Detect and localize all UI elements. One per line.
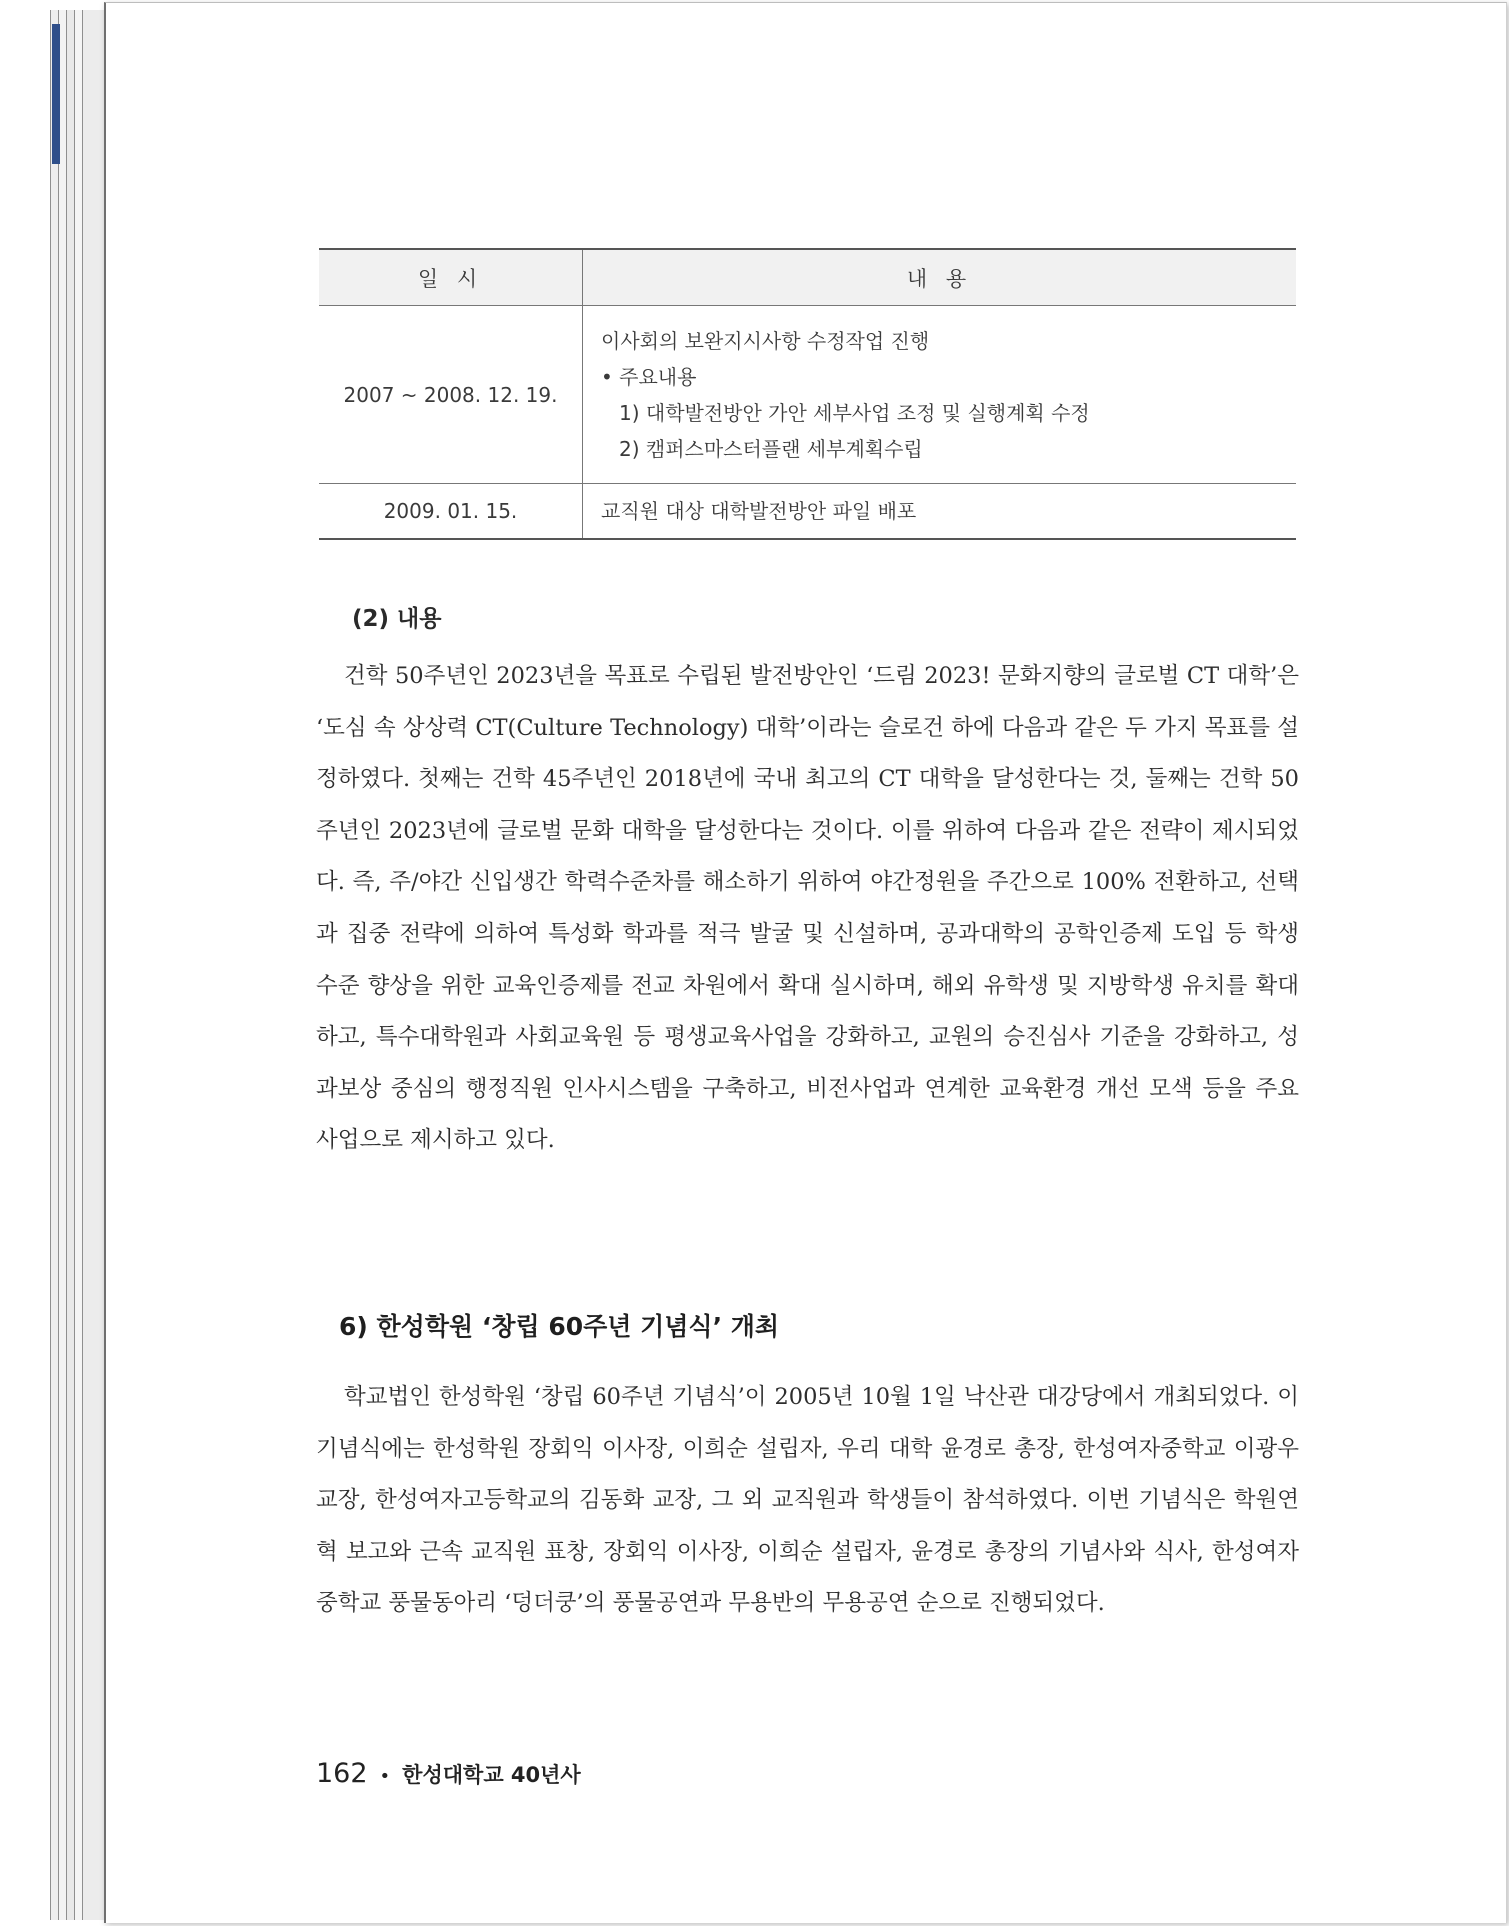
section-paragraph: 학교법인 한성학원 ‘창립 60주년 기념식’이 2005년 10월 1일 낙산관 대강당에서 개최되었다. 이 기념식에는 한성학원 장회익 이사장, 이희순 설립자, 우리 대학 윤경로 총장, 한성여자중학교 이광우 교장, 한성여자고등학교의 김동화 교장, 그 외 교직원과 학생들이 참석하였다. 이번 기념식은 학원연혁 보고와 근속 교직원 표창, 장회익 이사장, 이희순 설립자, 윤경로 총장의 기념사와 식사, 한성여자중학교 풍물동아리 ‘덩더쿵’의 풍물공연과 무용반의 무용공연 순으로 진행되었다.	[316, 1384, 1299, 1617]
page-number: 162	[316, 1758, 368, 1789]
page-footer	[316, 1758, 581, 1789]
subsection-title: (2) 내용	[352, 606, 442, 632]
content-line: 2) 캠퍼스마스터플랜 세부계획수립	[619, 436, 923, 461]
row-content	[583, 484, 1297, 540]
row-date: 2009. 01. 15.	[319, 484, 583, 540]
book-page-stack	[50, 10, 110, 1920]
table-row	[319, 484, 1296, 540]
row-content	[583, 306, 1297, 484]
content-line: 1) 대학발전방안 가안 세부사업 조정 및 실행계획 수정	[619, 400, 1090, 425]
table-row	[319, 306, 1296, 484]
footer-bullet: •	[379, 1766, 391, 1787]
section-title: 6) 한성학원 ‘창립 60주년 기념식’ 개최	[339, 1312, 780, 1341]
schedule-table	[319, 248, 1296, 540]
row-date: 2007 ~ 2008. 12. 19.	[319, 306, 583, 484]
book-title: 한성대학교 40년사	[402, 1763, 581, 1787]
content-line: 이사회의 보완지시사항 수정작업 진행	[601, 328, 930, 353]
book-spine-mark	[52, 24, 60, 164]
header-content: 내 용	[583, 249, 1297, 306]
subsection-paragraph: 건학 50주년인 2023년을 목표로 수립된 발전방안인 ‘드림 2023! 문화지향의 글로벌 CT 대학’은 ‘도심 속 상상력 CT(Culture Technology) 대학’이라는 슬로건 하에 다음과 같은 두 가지 목표를 설정하였다. 첫째는 건학 45주년인 2018년에 국내 최고의 CT 대학을 달성한다는 것, 둘째는 건학 50주년인 2023년에 글로벌 문화 대학을 달성한다는 것이다. 이를 위하여 다음과 같은 전략이 제시되었다. 즉, 주/야간 신입생간 학력수준차를 해소하기 위하여 야간정원을 주간으로 100% 전환하고, 선택과 집중 전략에 의하여 특성화 학과를 적극 발굴 및 신설하며, 공과대학의 공학인증제 도입 등 학생 수준 향상을 위한 교육인증제를 전교 차원에서 확대 실시하며, 해외 유학생 및 지방학생 유치를 확대하고, 특수대학원과 사회교육원 등 평생교육사업을 강화하고, 교원의 승진심사 기준을 강화하고, 성과보상 중심의 행정직원 인사시스템을 구축하고, 비전사업과 연계한 교육환경 개선 모색 등을 주요 사업으로 제시하고 있다.	[316, 663, 1299, 1154]
content-line: 교직원 대상 대학발전방안 파일 배포	[601, 499, 917, 523]
content-line: • 주요내용	[601, 364, 697, 389]
table-header-row	[319, 249, 1296, 306]
header-date: 일 시	[319, 249, 583, 306]
